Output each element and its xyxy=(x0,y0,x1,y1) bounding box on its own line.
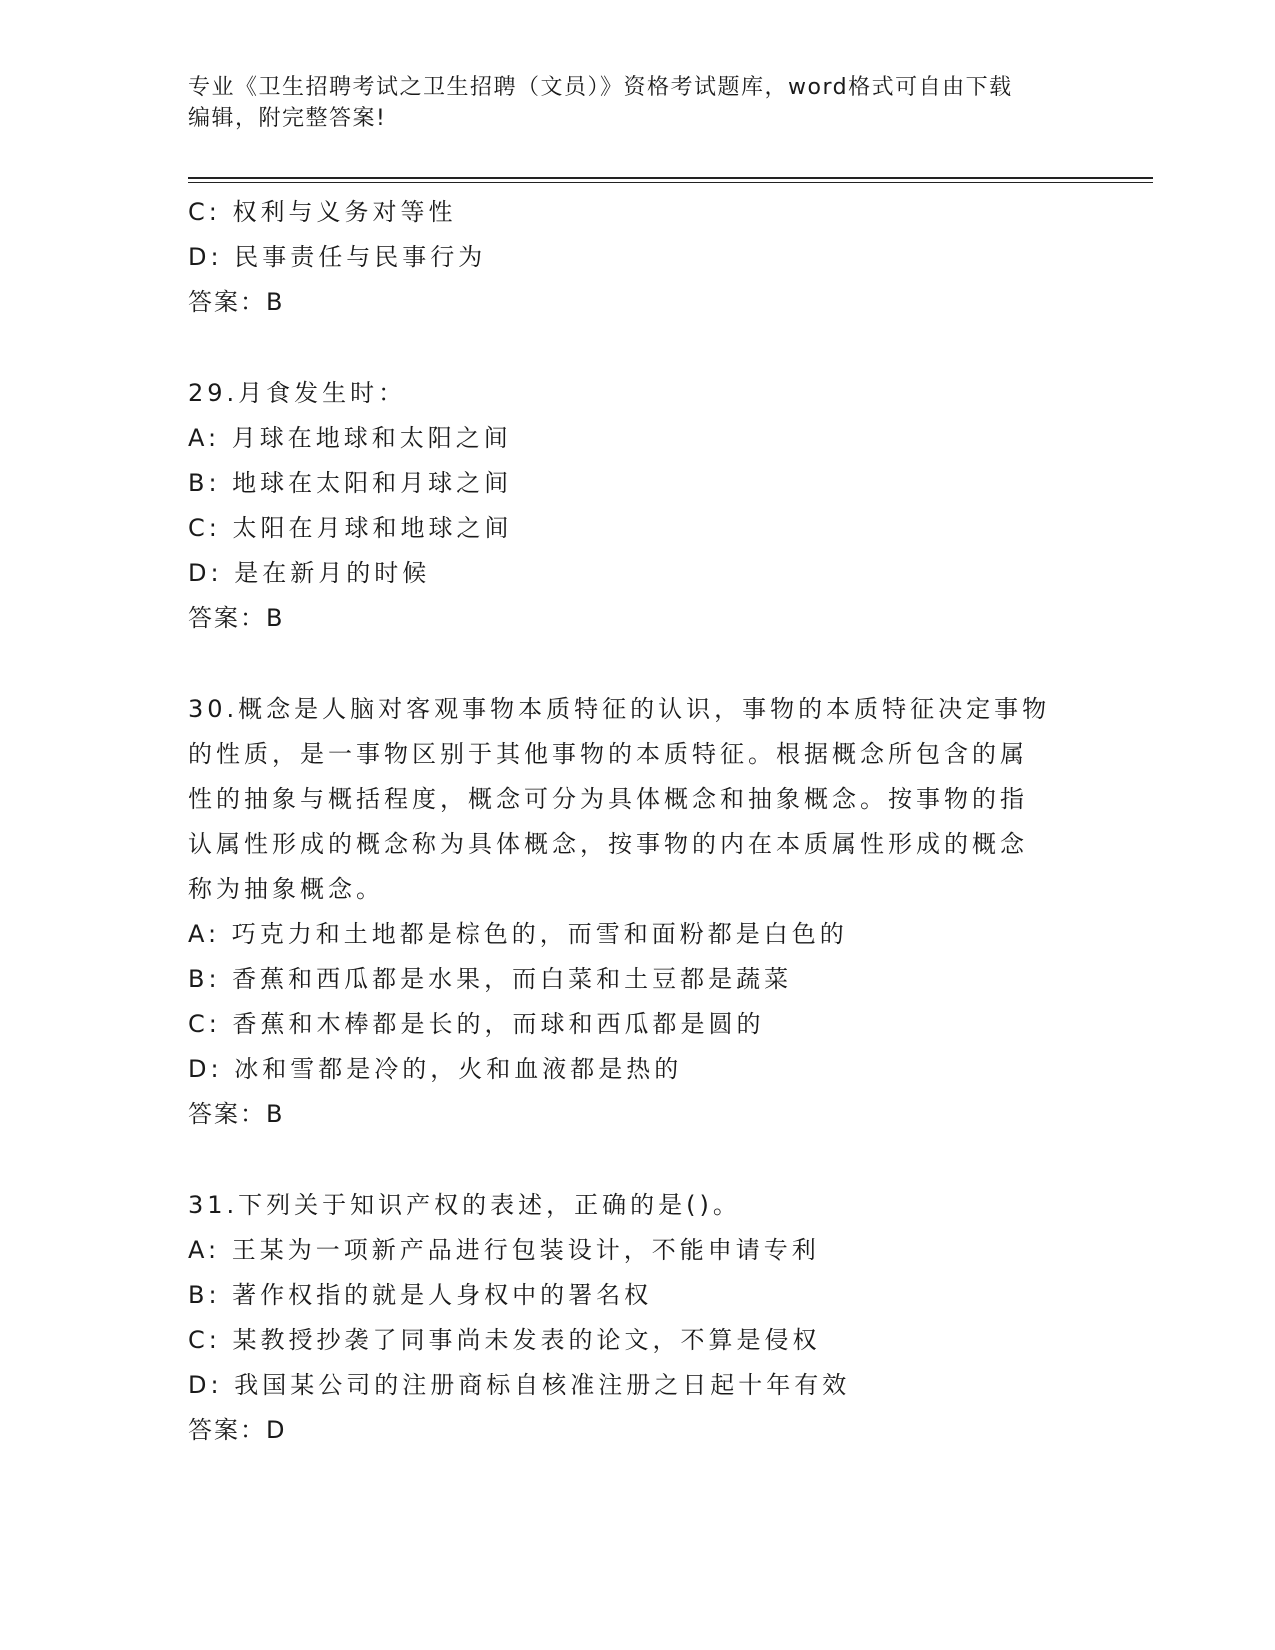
option-b: B: 香蕉和西瓜都是水果，而白菜和土豆都是蔬菜 xyxy=(188,965,793,993)
answer-line: 答案：B xyxy=(188,288,285,316)
option-d: D: 冰和雪都是冷的，火和血液都是热的 xyxy=(188,1055,683,1083)
answer-line: 答案：B xyxy=(188,1100,285,1128)
option-d: D: 是在新月的时候 xyxy=(188,559,431,587)
option-d: D: 民事责任与民事行为 xyxy=(188,243,487,271)
option-a: A: 巧克力和土地都是棕色的，而雪和面粉都是白色的 xyxy=(188,920,848,948)
answer-line: 答案：D xyxy=(188,1416,287,1444)
header-divider-thin xyxy=(188,182,1153,183)
question-stem-line-5: 称为抽象概念。 xyxy=(188,875,384,903)
header-divider-thick xyxy=(188,177,1153,179)
question-stem-line-1: 30.概念是人脑对客观事物本质特征的认识，事物的本质特征决定事物 xyxy=(188,695,1051,723)
question-29 xyxy=(188,371,1088,641)
question-28-tail xyxy=(188,190,1088,325)
question-stem-line-3: 性的抽象与概括程度，概念可分为具体概念和抽象概念。按事物的指 xyxy=(188,785,1028,813)
option-d: D: 我国某公司的注册商标自核准注册之日起十年有效 xyxy=(188,1371,851,1399)
question-stem-line-2: 的性质，是一事物区别于其他事物的本质特征。根据概念所包含的属 xyxy=(188,740,1028,768)
header-title-line-1: 专业《卫生招聘考试之卫生招聘（文员）》资格考试题库，word格式可自由下载 xyxy=(188,75,1013,100)
document-header xyxy=(188,72,1068,134)
option-b: B: 著作权指的就是人身权中的署名权 xyxy=(188,1281,653,1309)
option-a: A: 月球在地球和太阳之间 xyxy=(188,424,512,452)
option-b: B: 地球在太阳和月球之间 xyxy=(188,469,513,497)
option-c: C: 权利与义务对等性 xyxy=(188,198,457,226)
question-30 xyxy=(188,687,1088,1137)
option-c: C: 太阳在月球和地球之间 xyxy=(188,514,513,542)
question-list xyxy=(188,190,1088,1453)
header-title-line-2: 编辑，附完整答案! xyxy=(188,106,387,131)
option-c: C: 某教授抄袭了同事尚未发表的论文，不算是侵权 xyxy=(188,1326,821,1354)
question-stem-line-4: 认属性形成的概念称为具体概念，按事物的内在本质属性形成的概念 xyxy=(188,830,1028,858)
question-31 xyxy=(188,1183,1088,1453)
question-stem: 29.月食发生时： xyxy=(188,379,407,407)
question-stem: 31.下列关于知识产权的表述，正确的是()。 xyxy=(188,1191,741,1219)
option-c: C: 香蕉和木棒都是长的，而球和西瓜都是圆的 xyxy=(188,1010,765,1038)
option-a: A: 王某为一项新产品进行包装设计，不能申请专利 xyxy=(188,1236,820,1264)
answer-line: 答案：B xyxy=(188,604,285,632)
